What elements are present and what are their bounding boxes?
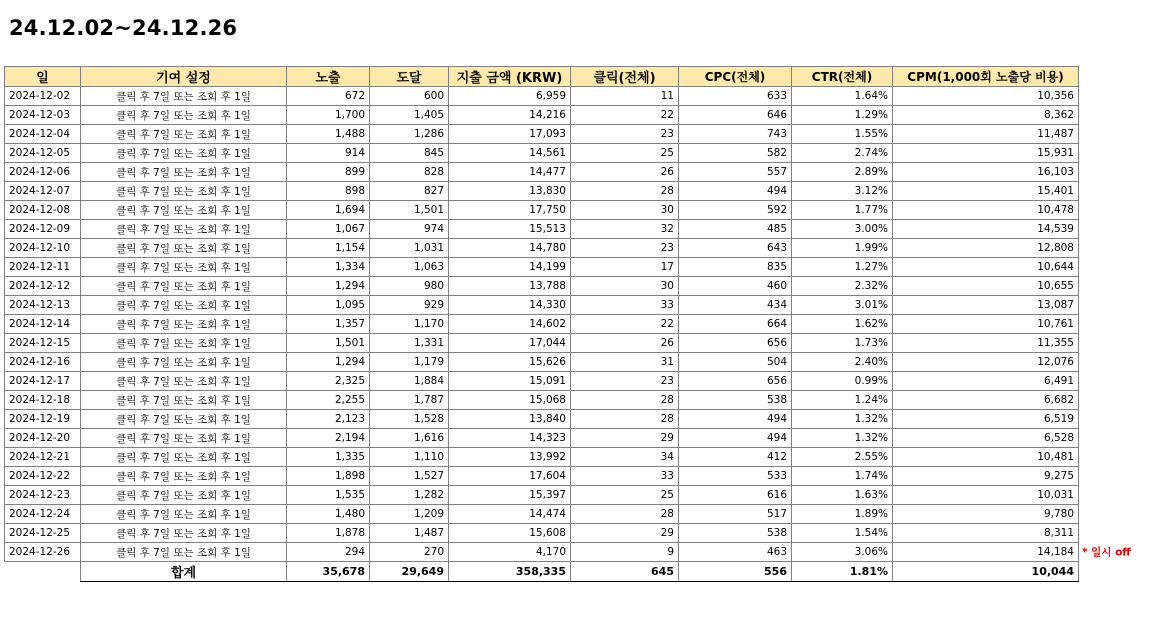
table-row (5, 144, 1079, 163)
cell-attribution: 클릭 후 7일 또는 조회 후 1일 (81, 277, 287, 296)
cell-cpc: 743 (679, 125, 792, 144)
cell-spend: 14,561 (449, 144, 571, 163)
cell-spend: 13,830 (449, 182, 571, 201)
cell-cpm: 9,780 (893, 505, 1079, 524)
cell-cpc: 656 (679, 334, 792, 353)
cell-reach: 1,331 (370, 334, 449, 353)
cell-spend: 15,513 (449, 220, 571, 239)
cell-cpc: 538 (679, 391, 792, 410)
cell-date: 2024-12-04 (5, 125, 81, 144)
cell-cpc: 494 (679, 429, 792, 448)
cell-spend: 13,788 (449, 277, 571, 296)
cell-ctr: 0.99% (792, 372, 893, 391)
cell-ctr: 2.89% (792, 163, 893, 182)
total-reach: 29,649 (370, 562, 449, 582)
total-row (5, 562, 1079, 582)
cell-ctr: 1.89% (792, 505, 893, 524)
cell-reach: 270 (370, 543, 449, 562)
table-row (5, 429, 1079, 448)
cell-date: 2024-12-09 (5, 220, 81, 239)
cell-ctr: 1.32% (792, 429, 893, 448)
cell-clicks: 31 (571, 353, 679, 372)
table-row (5, 220, 1079, 239)
cell-impressions: 1,480 (287, 505, 370, 524)
cell-impressions: 1,294 (287, 277, 370, 296)
table-row (5, 353, 1079, 372)
cell-reach: 1,170 (370, 315, 449, 334)
cell-spend: 15,068 (449, 391, 571, 410)
cell-reach: 1,501 (370, 201, 449, 220)
cell-clicks: 28 (571, 410, 679, 429)
cell-ctr: 1.24% (792, 391, 893, 410)
cell-spend: 13,992 (449, 448, 571, 467)
cell-clicks: 23 (571, 125, 679, 144)
cell-date: 2024-12-20 (5, 429, 81, 448)
table-row (5, 467, 1079, 486)
cell-cpc: 412 (679, 448, 792, 467)
cell-date: 2024-12-08 (5, 201, 81, 220)
cell-reach: 1,209 (370, 505, 449, 524)
cell-cpm: 10,644 (893, 258, 1079, 277)
header-spend: 지출 금액 (KRW) (449, 67, 571, 87)
total-impressions: 35,678 (287, 562, 370, 582)
cell-date: 2024-12-06 (5, 163, 81, 182)
cell-cpm: 6,528 (893, 429, 1079, 448)
cell-cpm: 6,491 (893, 372, 1079, 391)
cell-cpm: 6,682 (893, 391, 1079, 410)
cell-cpm: 10,478 (893, 201, 1079, 220)
cell-attribution: 클릭 후 7일 또는 조회 후 1일 (81, 125, 287, 144)
report-table (4, 66, 1131, 582)
cell-attribution: 클릭 후 7일 또는 조회 후 1일 (81, 201, 287, 220)
table-row (5, 315, 1079, 334)
cell-reach: 828 (370, 163, 449, 182)
cell-date: 2024-12-03 (5, 106, 81, 125)
cell-cpc: 434 (679, 296, 792, 315)
cell-cpc: 460 (679, 277, 792, 296)
cell-impressions: 1,357 (287, 315, 370, 334)
cell-date: 2024-12-24 (5, 505, 81, 524)
cell-attribution: 클릭 후 7일 또는 조회 후 1일 (81, 486, 287, 505)
total-label: 합계 (81, 562, 287, 582)
cell-ctr: 1.99% (792, 239, 893, 258)
total-spend: 358,335 (449, 562, 571, 582)
cell-date: 2024-12-23 (5, 486, 81, 505)
cell-clicks: 22 (571, 315, 679, 334)
cell-ctr: 2.55% (792, 448, 893, 467)
cell-cpm: 14,539 (893, 220, 1079, 239)
cell-reach: 1,528 (370, 410, 449, 429)
cell-clicks: 26 (571, 334, 679, 353)
cell-cpc: 656 (679, 372, 792, 391)
cell-ctr: 1.73% (792, 334, 893, 353)
cell-reach: 1,527 (370, 467, 449, 486)
cell-cpc: 643 (679, 239, 792, 258)
cell-impressions: 1,898 (287, 467, 370, 486)
cell-cpm: 8,362 (893, 106, 1079, 125)
cell-attribution: 클릭 후 7일 또는 조회 후 1일 (81, 144, 287, 163)
cell-cpm: 8,311 (893, 524, 1079, 543)
header-cpc: CPC(전체) (679, 67, 792, 87)
table-row (5, 87, 1079, 106)
cell-impressions: 1,067 (287, 220, 370, 239)
cell-impressions: 2,194 (287, 429, 370, 448)
cell-spend: 17,604 (449, 467, 571, 486)
cell-date: 2024-12-19 (5, 410, 81, 429)
cell-spend: 15,397 (449, 486, 571, 505)
table-row (5, 163, 1079, 182)
cell-cpc: 494 (679, 410, 792, 429)
header-ctr: CTR(전체) (792, 67, 893, 87)
cell-ctr: 2.32% (792, 277, 893, 296)
cell-date: 2024-12-21 (5, 448, 81, 467)
table-row (5, 258, 1079, 277)
cell-date: 2024-12-26 (5, 543, 81, 562)
cell-attribution: 클릭 후 7일 또는 조회 후 1일 (81, 182, 287, 201)
cell-ctr: 2.74% (792, 144, 893, 163)
cell-reach: 1,063 (370, 258, 449, 277)
cell-cpc: 463 (679, 543, 792, 562)
cell-date: 2024-12-10 (5, 239, 81, 258)
cell-clicks: 22 (571, 106, 679, 125)
cell-ctr: 1.32% (792, 410, 893, 429)
cell-reach: 1,286 (370, 125, 449, 144)
cell-attribution: 클릭 후 7일 또는 조회 후 1일 (81, 239, 287, 258)
header-date: 일 (5, 67, 81, 87)
cell-attribution: 클릭 후 7일 또는 조회 후 1일 (81, 87, 287, 106)
cell-ctr: 1.54% (792, 524, 893, 543)
cell-spend: 14,216 (449, 106, 571, 125)
table-body (5, 87, 1131, 562)
cell-cpm: 12,076 (893, 353, 1079, 372)
total-blank-cell (5, 562, 81, 582)
cell-attribution: 클릭 후 7일 또는 조회 후 1일 (81, 163, 287, 182)
header-clicks: 클릭(전체) (571, 67, 679, 87)
cell-date: 2024-12-13 (5, 296, 81, 315)
cell-spend: 15,626 (449, 353, 571, 372)
cell-clicks: 32 (571, 220, 679, 239)
cell-spend: 14,602 (449, 315, 571, 334)
cell-clicks: 26 (571, 163, 679, 182)
cell-date: 2024-12-17 (5, 372, 81, 391)
table-row (5, 543, 1079, 562)
cell-impressions: 914 (287, 144, 370, 163)
cell-cpm: 10,655 (893, 277, 1079, 296)
cell-reach: 1,031 (370, 239, 449, 258)
cell-spend: 14,330 (449, 296, 571, 315)
cell-clicks: 30 (571, 201, 679, 220)
cell-cpm: 9,275 (893, 467, 1079, 486)
cell-impressions: 1,694 (287, 201, 370, 220)
cell-cpm-value: 14,184 (1037, 546, 1074, 558)
cell-impressions: 1,535 (287, 486, 370, 505)
table-row (5, 391, 1079, 410)
cell-cpc: 485 (679, 220, 792, 239)
cell-reach: 1,787 (370, 391, 449, 410)
cell-attribution: 클릭 후 7일 또는 조회 후 1일 (81, 391, 287, 410)
cell-attribution: 클릭 후 7일 또는 조회 후 1일 (81, 429, 287, 448)
cell-attribution: 클릭 후 7일 또는 조회 후 1일 (81, 524, 287, 543)
cell-ctr: 3.00% (792, 220, 893, 239)
cell-ctr: 1.27% (792, 258, 893, 277)
cell-cpc: 494 (679, 182, 792, 201)
table-row (5, 334, 1079, 353)
cell-reach: 1,884 (370, 372, 449, 391)
cell-date: 2024-12-22 (5, 467, 81, 486)
cell-cpm: 16,103 (893, 163, 1079, 182)
cell-spend: 17,044 (449, 334, 571, 353)
cell-spend: 15,091 (449, 372, 571, 391)
cell-clicks: 11 (571, 87, 679, 106)
cell-impressions: 1,294 (287, 353, 370, 372)
cell-spend: 13,840 (449, 410, 571, 429)
cell-reach: 1,487 (370, 524, 449, 543)
cell-date: 2024-12-12 (5, 277, 81, 296)
cell-attribution: 클릭 후 7일 또는 조회 후 1일 (81, 543, 287, 562)
cell-impressions: 294 (287, 543, 370, 562)
cell-cpm: 12,808 (893, 239, 1079, 258)
cell-cpm: 13,087 (893, 296, 1079, 315)
cell-reach: 1,179 (370, 353, 449, 372)
cell-impressions: 2,325 (287, 372, 370, 391)
cell-reach: 1,282 (370, 486, 449, 505)
total-ctr: 1.81% (792, 562, 893, 582)
cell-date: 2024-12-15 (5, 334, 81, 353)
table-row (5, 125, 1079, 144)
cell-clicks: 33 (571, 296, 679, 315)
cell-clicks: 9 (571, 543, 679, 562)
cell-reach: 600 (370, 87, 449, 106)
table-row (5, 505, 1079, 524)
cell-cpc: 633 (679, 87, 792, 106)
cell-clicks: 30 (571, 277, 679, 296)
cell-ctr: 1.62% (792, 315, 893, 334)
cell-ctr: 1.29% (792, 106, 893, 125)
cell-clicks: 29 (571, 524, 679, 543)
cell-impressions: 1,335 (287, 448, 370, 467)
cell-cpm: 15,931 (893, 144, 1079, 163)
cell-spend: 14,199 (449, 258, 571, 277)
total-clicks: 645 (571, 562, 679, 582)
cell-spend: 4,170 (449, 543, 571, 562)
cell-cpm (893, 543, 1131, 562)
cell-reach: 1,110 (370, 448, 449, 467)
cell-clicks: 17 (571, 258, 679, 277)
cell-cpc: 592 (679, 201, 792, 220)
cell-cpm: 10,356 (893, 87, 1079, 106)
table-row (5, 239, 1079, 258)
cell-clicks: 25 (571, 486, 679, 505)
cell-cpc: 504 (679, 353, 792, 372)
cell-cpm: 10,481 (893, 448, 1079, 467)
cell-date: 2024-12-02 (5, 87, 81, 106)
cell-cpm: 6,519 (893, 410, 1079, 429)
page-title: 24.12.02~24.12.26 (9, 16, 238, 40)
cell-impressions: 1,334 (287, 258, 370, 277)
cell-clicks: 29 (571, 429, 679, 448)
cell-date: 2024-12-07 (5, 182, 81, 201)
cell-impressions: 899 (287, 163, 370, 182)
cell-attribution: 클릭 후 7일 또는 조회 후 1일 (81, 505, 287, 524)
header-cpm: CPM(1,000회 노출당 비용) (893, 67, 1079, 87)
cell-impressions: 2,123 (287, 410, 370, 429)
cell-spend: 15,608 (449, 524, 571, 543)
cell-ctr: 1.64% (792, 87, 893, 106)
cell-date: 2024-12-11 (5, 258, 81, 277)
table-row (5, 372, 1079, 391)
cell-impressions: 1,095 (287, 296, 370, 315)
cell-cpc: 582 (679, 144, 792, 163)
table-row (5, 277, 1079, 296)
cell-reach: 1,405 (370, 106, 449, 125)
cell-impressions: 898 (287, 182, 370, 201)
cell-impressions: 672 (287, 87, 370, 106)
cell-ctr: 3.01% (792, 296, 893, 315)
cell-impressions: 1,154 (287, 239, 370, 258)
cell-reach: 974 (370, 220, 449, 239)
table-row (5, 448, 1079, 467)
cell-cpc: 533 (679, 467, 792, 486)
cell-ctr: 1.77% (792, 201, 893, 220)
table-row (5, 524, 1079, 543)
total-cpc: 556 (679, 562, 792, 582)
cell-reach: 980 (370, 277, 449, 296)
cell-reach: 827 (370, 182, 449, 201)
cell-spend: 14,474 (449, 505, 571, 524)
cell-cpc: 664 (679, 315, 792, 334)
cell-attribution: 클릭 후 7일 또는 조회 후 1일 (81, 353, 287, 372)
cell-clicks: 25 (571, 144, 679, 163)
cell-cpm: 10,761 (893, 315, 1079, 334)
header-attribution: 기여 설정 (81, 67, 287, 87)
table-row (5, 106, 1079, 125)
cell-date: 2024-12-05 (5, 144, 81, 163)
header-row (5, 67, 1079, 87)
cell-clicks: 33 (571, 467, 679, 486)
cell-cpc: 538 (679, 524, 792, 543)
cell-date: 2024-12-25 (5, 524, 81, 543)
cell-attribution: 클릭 후 7일 또는 조회 후 1일 (81, 372, 287, 391)
cell-reach: 1,616 (370, 429, 449, 448)
cell-spend: 6,959 (449, 87, 571, 106)
cell-reach: 845 (370, 144, 449, 163)
cell-attribution: 클릭 후 7일 또는 조회 후 1일 (81, 410, 287, 429)
cell-spend: 14,780 (449, 239, 571, 258)
cell-attribution: 클릭 후 7일 또는 조회 후 1일 (81, 106, 287, 125)
cell-attribution: 클릭 후 7일 또는 조회 후 1일 (81, 334, 287, 353)
header-impressions: 노출 (287, 67, 370, 87)
table-row (5, 486, 1079, 505)
cell-cpc: 835 (679, 258, 792, 277)
total-cpm: 10,044 (893, 562, 1079, 582)
cell-impressions: 2,255 (287, 391, 370, 410)
cell-ctr: 1.55% (792, 125, 893, 144)
cell-cpm: 15,401 (893, 182, 1079, 201)
cell-cpc: 557 (679, 163, 792, 182)
cell-date: 2024-12-16 (5, 353, 81, 372)
cell-attribution: 클릭 후 7일 또는 조회 후 1일 (81, 258, 287, 277)
cell-impressions: 1,488 (287, 125, 370, 144)
cell-cpc: 517 (679, 505, 792, 524)
cell-spend: 17,750 (449, 201, 571, 220)
table-row (5, 201, 1079, 220)
cell-spend: 14,323 (449, 429, 571, 448)
cell-spend: 17,093 (449, 125, 571, 144)
table-row (5, 296, 1079, 315)
cell-date: 2024-12-18 (5, 391, 81, 410)
cell-cpm: 11,355 (893, 334, 1079, 353)
cell-attribution: 클릭 후 7일 또는 조회 후 1일 (81, 315, 287, 334)
cell-spend: 14,477 (449, 163, 571, 182)
cell-date: 2024-12-14 (5, 315, 81, 334)
cell-ctr: 2.40% (792, 353, 893, 372)
cell-impressions: 1,700 (287, 106, 370, 125)
cell-cpm: 11,487 (893, 125, 1079, 144)
table-row (5, 410, 1079, 429)
cell-impressions: 1,878 (287, 524, 370, 543)
cell-clicks: 28 (571, 391, 679, 410)
cell-attribution: 클릭 후 7일 또는 조회 후 1일 (81, 220, 287, 239)
header-reach: 도달 (370, 67, 449, 87)
cell-clicks: 28 (571, 505, 679, 524)
cell-ctr: 1.74% (792, 467, 893, 486)
table-row (5, 182, 1079, 201)
cell-clicks: 28 (571, 182, 679, 201)
cell-clicks: 34 (571, 448, 679, 467)
cell-attribution: 클릭 후 7일 또는 조회 후 1일 (81, 467, 287, 486)
cell-attribution: 클릭 후 7일 또는 조회 후 1일 (81, 448, 287, 467)
cell-ctr: 3.12% (792, 182, 893, 201)
cell-clicks: 23 (571, 372, 679, 391)
cell-attribution: 클릭 후 7일 또는 조회 후 1일 (81, 296, 287, 315)
cell-cpm: 10,031 (893, 486, 1079, 505)
cell-cpc: 646 (679, 106, 792, 125)
cell-reach: 929 (370, 296, 449, 315)
cell-clicks: 23 (571, 239, 679, 258)
cell-impressions: 1,501 (287, 334, 370, 353)
cell-ctr: 1.63% (792, 486, 893, 505)
cell-cpc: 616 (679, 486, 792, 505)
cell-ctr: 3.06% (792, 543, 893, 562)
row-note: * 일시 off (1082, 546, 1131, 559)
